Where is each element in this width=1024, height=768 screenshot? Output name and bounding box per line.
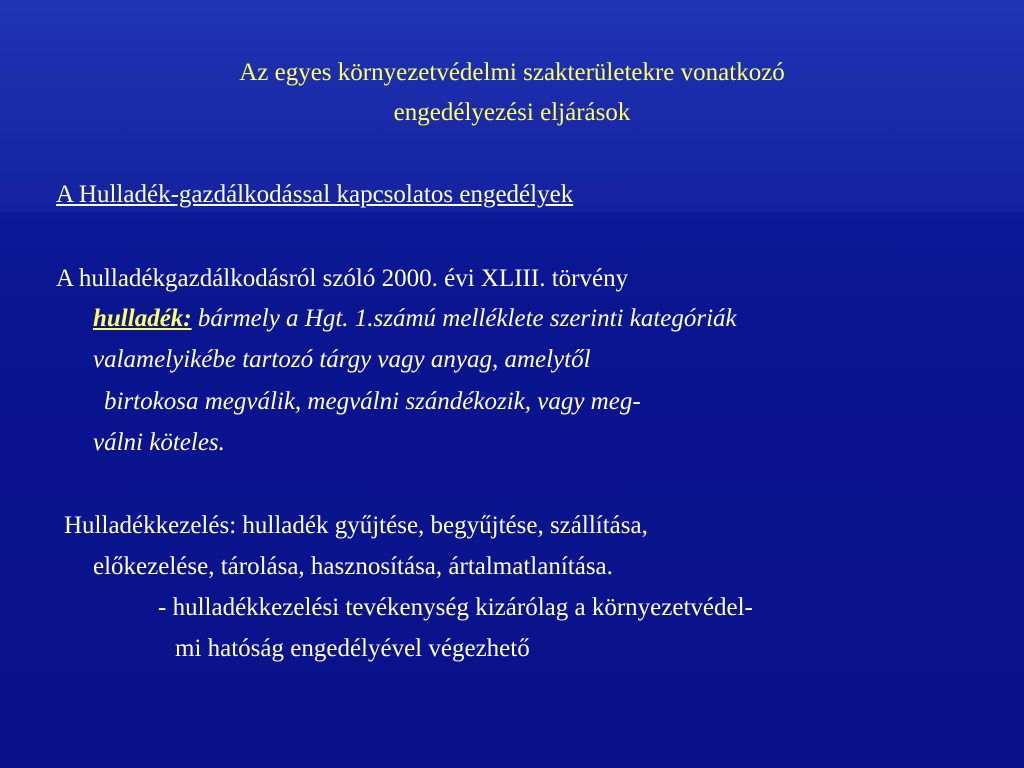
- law-title: A hulladékgazdálkodásról szóló 2000. évi XLIII. törvény: [56, 265, 629, 292]
- term-hulladek: hulladék:: [93, 305, 192, 332]
- slide-title-line-1: Az egyes környezetvédelmi szakterületekre vonatkozó: [239, 59, 785, 86]
- treatment-note-line-1: - hulladékkezelési tevékenység kizárólag a környezetvédel-: [158, 594, 753, 621]
- definition-text-1: bármely a Hgt. 1.számú melléklete szerinti kategóriák: [197, 305, 737, 332]
- treatment-note-line-2: mi hatóság engedélyével végezhető: [175, 635, 530, 662]
- definition-line-4: válni köteles.: [93, 429, 225, 456]
- treatment-line-2: előkezelése, tárolása, hasznosítása, ártalmatlanítása.: [93, 553, 613, 580]
- treatment-line-1: Hulladékkezelés: hulladék gyűjtése, begyűjtése, szállítása,: [64, 512, 648, 539]
- slide-title-line-2: engedélyezési eljárások: [393, 99, 631, 126]
- definition-line-3: birtokosa megválik, megválni szándékozik, vagy meg-: [104, 388, 641, 415]
- definition-line-1: [93, 304, 737, 334]
- definition-line-2: valamelyikébe tartozó tárgy vagy anyag, amelytől: [93, 346, 591, 373]
- section-heading: A Hulladék-gazdálkodással kapcsolatos engedélyek: [56, 181, 574, 208]
